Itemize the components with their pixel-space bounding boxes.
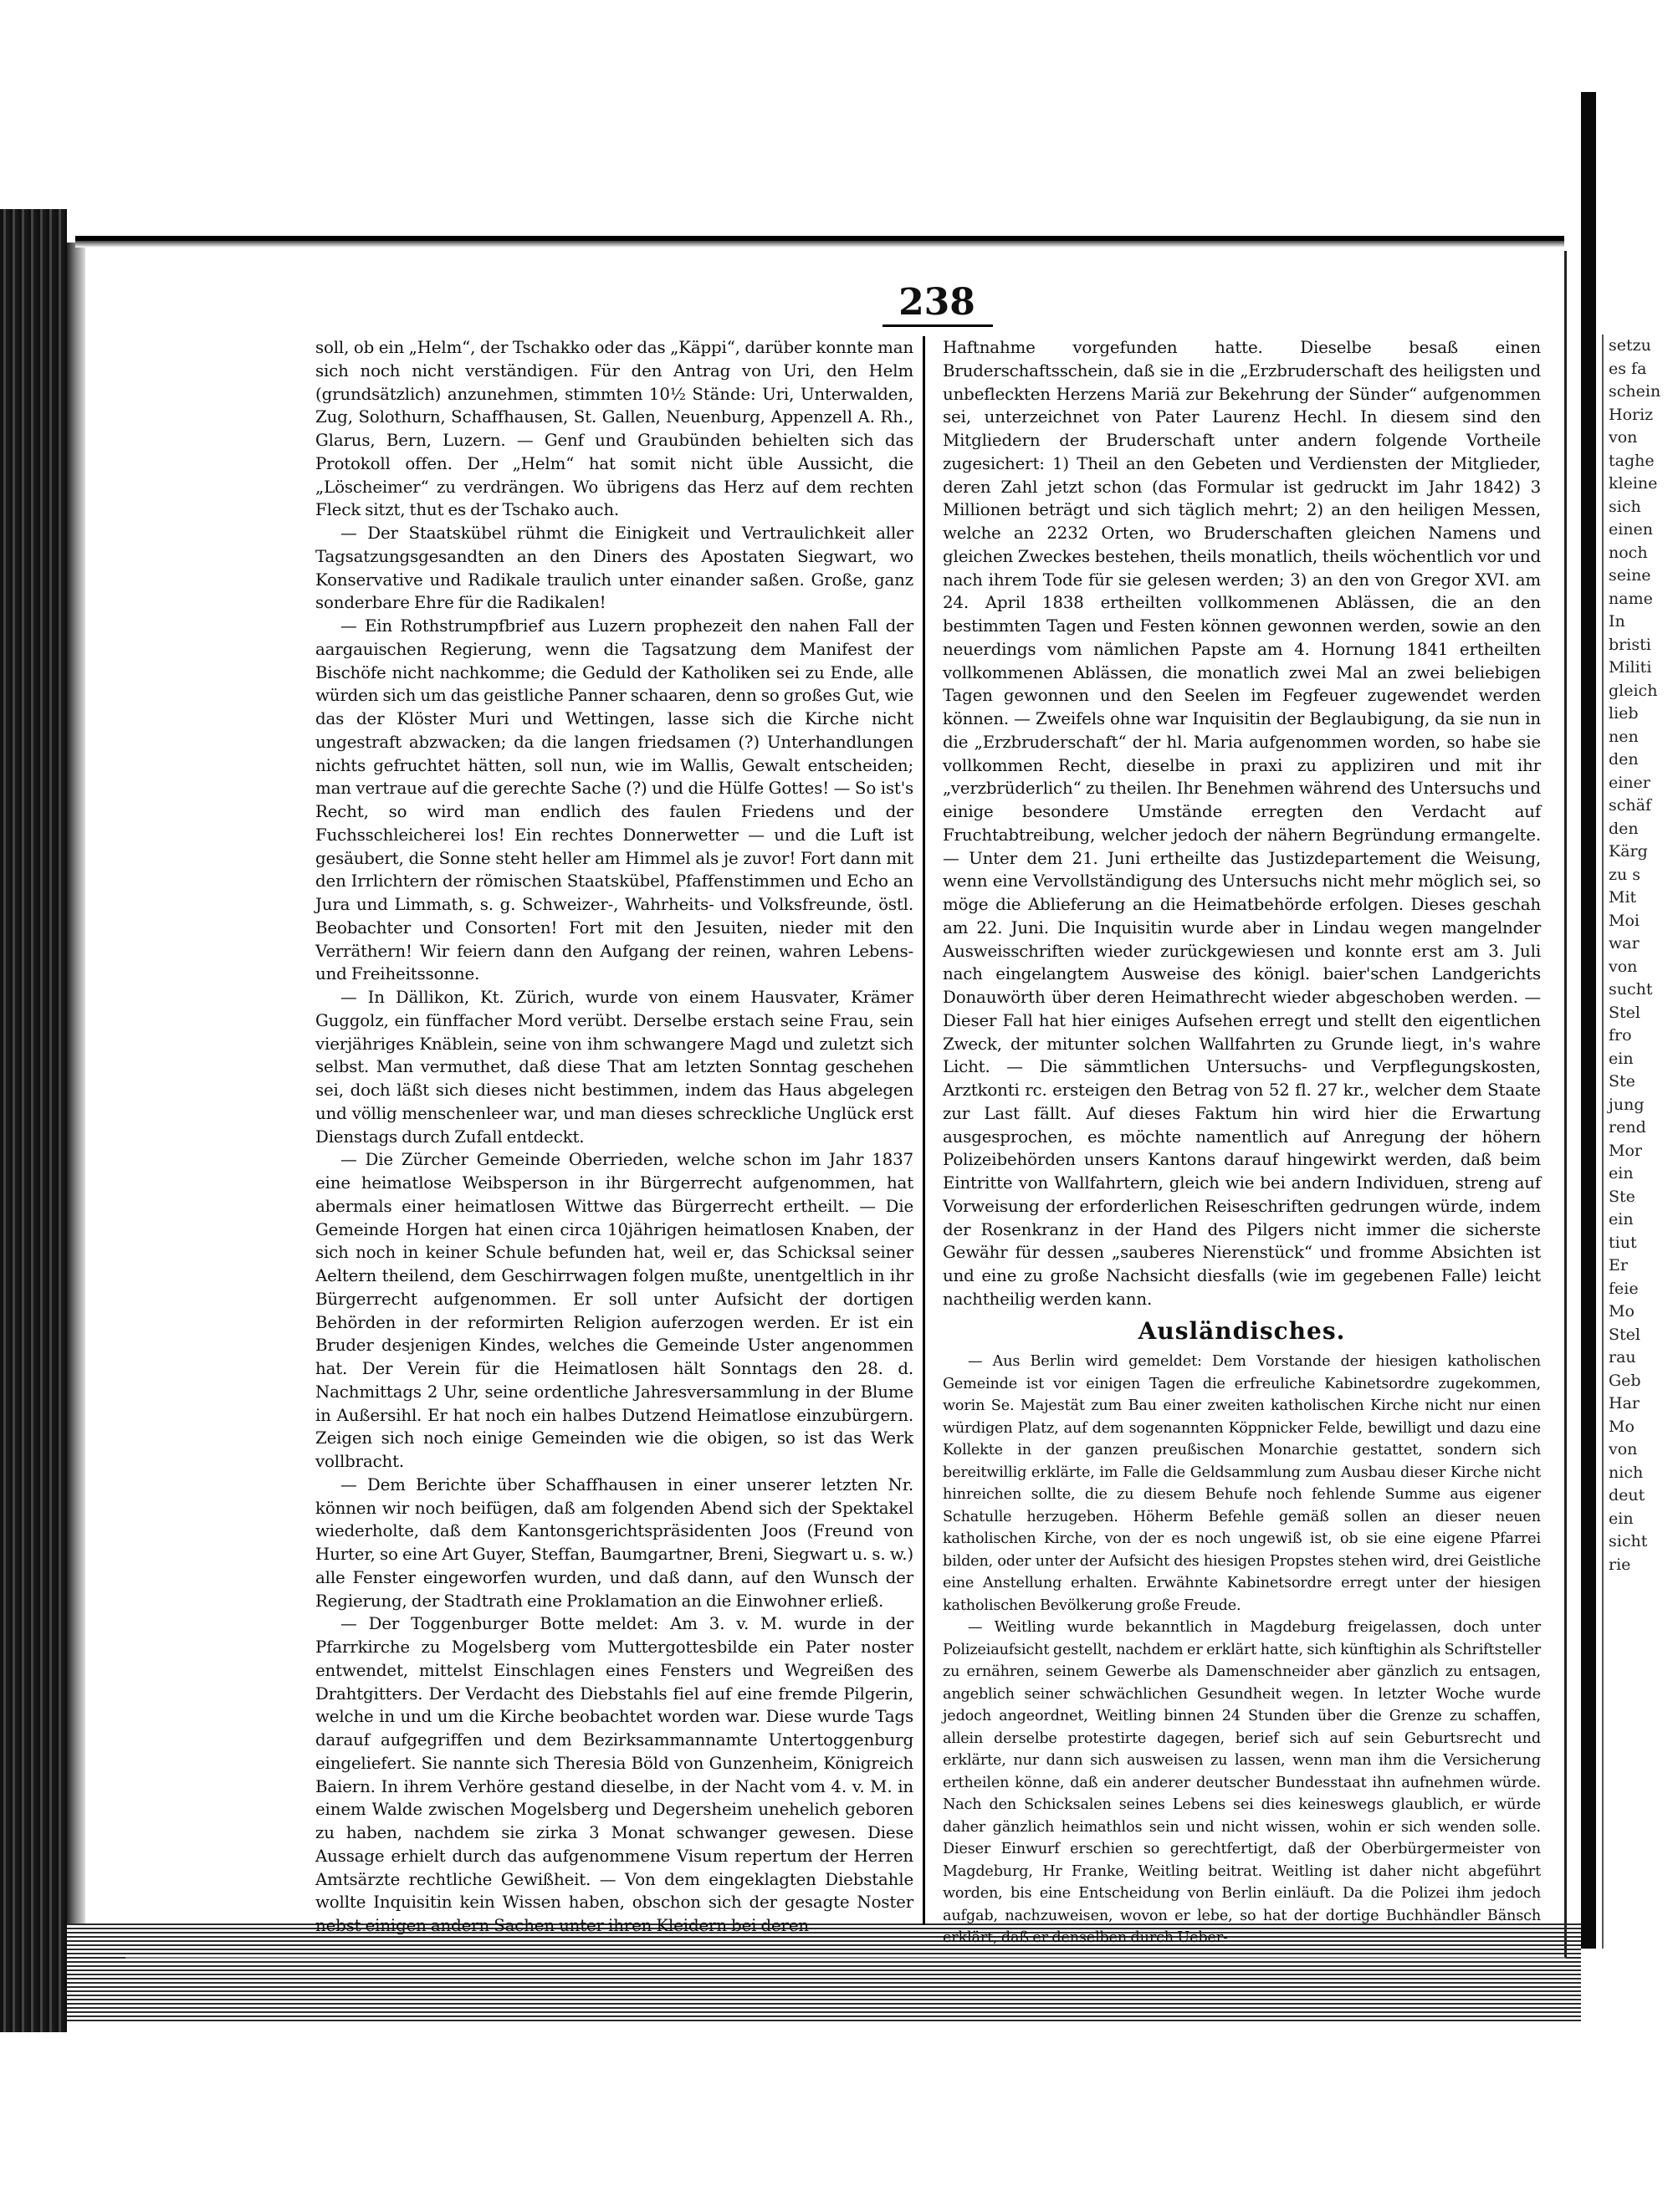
- adjacent-page-fragment: es fa: [1609, 359, 1647, 378]
- adjacent-page-fragment: Ste: [1609, 1072, 1635, 1091]
- adjacent-page-fragment: ein: [1609, 1049, 1634, 1068]
- adjacent-page-fragment: Ste: [1609, 1187, 1635, 1206]
- adjacent-page-fragment: In: [1609, 612, 1625, 631]
- foreign-news-paragraph: — Weitling wurde bekanntlich in Magdeburg freigelassen, doch unter Polizeiaufsicht gestellt, nachdem er erklärt hatte, sich künftighin als Schriftsteller zu ernähren, seinem Gewerbe als Damenschneider aber gänzlich zu entsagen, angeblich seiner schwächlichen Gesundheit wegen. In letzter Woche wurde jedoch angeordnet, Weitling binnen 24 Stunden über die Grenze zu schaffen, allein derselbe protestirte dagegen, berief sich auf sein Geburtsrecht und erklärte, nur dann sich ausweisen zu lassen, wenn man ihm die Versicherung ertheilen könne, daß ein anderer deutscher Bundesstaat ihn aufnehmen würde. Nach den Schicksalen seines Lebens sei dies keineswegs glaublich, er würde daher gänzlich heimathlos sein und nicht wissen, wohin er sich wenden solle. Dieser Einwurf erschien so gerechtfertigt, daß der Oberbürgermeister von Magdeburg, Hr Franke, Weitling beitrat. Weitling ist daher nicht abgeführt worden, bis eine Entscheidung von Berlin einläuft. Da die Polizei ihm jedoch aufgab, nachzuweisen, wovon er lebe, so hat der dortige Buchhändler Bänsch erklärt, daß er denselben durch Ueber-: [943, 1619, 1541, 1947]
- adjacent-page: [1602, 335, 1673, 1949]
- adjacent-page-fragment: ein: [1609, 1210, 1634, 1229]
- adjacent-page-fragment: einer: [1609, 773, 1650, 792]
- left-column: [315, 336, 913, 1950]
- adjacent-page-fragment: lieb: [1609, 704, 1639, 723]
- adjacent-page-fragment: feie: [1609, 1279, 1639, 1298]
- page-curl-shadow: [67, 243, 85, 1923]
- article-paragraph: — Der Staatskübel rühmt die Einigkeit und Vertraulichkeit aller Tagsatzungsgesandten an den Diners des Apostaten Siegwart, wo Konservative und Radikale traulich unter einander saßen. Große, ganz sonderbare Ehre für die Radikalen!: [315, 524, 913, 613]
- book-left-edge: [0, 209, 67, 2032]
- adjacent-page-fragment: jung: [1609, 1095, 1645, 1114]
- page-top-edge: [75, 232, 1564, 248]
- adjacent-page-fragment: schäf: [1609, 796, 1651, 815]
- adjacent-page-fragment: fro: [1609, 1026, 1632, 1045]
- article-paragraph: — Die Zürcher Gemeinde Oberrieden, welche schon im Jahr 1837 eine heimatlose Weibsperson in ihr Bürgerrecht aufgenommen, hat abermals einer heimatlosen Wittwe das Bürgerrecht ertheilt. — Die Gemeinde Horgen hat einen circa 10jährigen heimatlosen Knaben, der sich noch in keiner Schule befunden hat, weil er, das Schicksal seiner Aeltern theilend, dem Geschirrwagen folgen mußte, unentgeltlich in ihr Bürgerrecht aufgenommen. Er soll unter Aufsicht der dortigen Behörden in der reformirten Religion auferzogen werden. Er ist ein Bruder desjenigen Kindes, welches die Gemeinde Uster angenommen hat. Der Verein für die Heimatlosen hält Sonntags den 28. d. Nachmittags 2 Uhr, seine ordentliche Jahresversammlung in der Blume in Außersihl. Er hat noch ein halbes Dutzend Heimatlose einzubürgern. Zeigen sich noch einige Gemeinden wie die obigen, so ist das Werk vollbracht.: [315, 1150, 913, 1471]
- adjacent-page-fragment: Mo: [1609, 1302, 1635, 1321]
- article-paragraph: — In Dällikon, Kt. Zürich, wurde von einem Hausvater, Krämer Guggolz, ein fünffacher Mord verübt. Derselbe erstach seine Frau, sein vierjähriges Knäblein, seine von ihm schwangere Magd und zuletzt sich selbst. Man vermuthet, daß diese That am letzten Sonntag geschehen sei, doch läßt sich dieses nicht bestimmen, indem das Haus abgelegen und völlig menschenleer war, und man dieses schreckliche Unglück erst Dienstags durch Zufall entdeckt.: [315, 988, 913, 1147]
- adjacent-page-fragment: Mit: [1609, 888, 1637, 907]
- adjacent-page-fragment: rau: [1609, 1348, 1636, 1367]
- adjacent-page-fragment: Kärg: [1609, 842, 1648, 861]
- adjacent-page-fragment: sucht: [1609, 980, 1653, 999]
- adjacent-page-fragment: Moi: [1609, 911, 1640, 930]
- article-paragraph: — Dem Berichte über Schaffhausen in einer unserer letzten Nr. können wir noch beifügen, daß am folgenden Abend sich der Spektakel wiederholte, daß dem Kantonsgerichtspräsidenten Joos (Freund von Hurter, so eine Art Guyer, Steffan, Baumgartner, Breni, Siegwart u. s. w.) alle Fenster eingeworfen wurden, und daß dann, auf den Wunsch der Regierung, der Stadtrath eine Proklamation an die Einwohner erließ.: [315, 1474, 913, 1611]
- adjacent-page-fragment: bristi: [1609, 635, 1651, 654]
- adjacent-page-fragment: Stel: [1609, 1325, 1640, 1344]
- adjacent-page-fragment: schein: [1609, 382, 1661, 401]
- adjacent-page-fragment: deut: [1609, 1486, 1645, 1504]
- adjacent-page-fragment: Geb: [1609, 1371, 1641, 1390]
- column-divider: [923, 336, 925, 1925]
- adjacent-page-fragment: von: [1609, 428, 1638, 447]
- adjacent-page-fragment: Militi: [1609, 658, 1652, 677]
- adjacent-page-fragment: sicht: [1609, 1532, 1648, 1550]
- adjacent-page-fragment: Horiz: [1609, 405, 1654, 424]
- page-number-underline: [883, 324, 993, 327]
- adjacent-page-fragment: zu s: [1609, 865, 1641, 884]
- adjacent-page-fragment: einen: [1609, 520, 1654, 539]
- section-heading: Ausländisches.: [1138, 1316, 1346, 1345]
- adjacent-page-fragment: von: [1609, 957, 1638, 976]
- adjacent-page-fragment: Stel: [1609, 1003, 1640, 1022]
- adjacent-page-fragment: Mor: [1609, 1141, 1642, 1160]
- adjacent-page-fragment: nich: [1609, 1463, 1644, 1482]
- adjacent-page-fragment: sich: [1609, 497, 1641, 516]
- adjacent-page-fragment: Mo: [1609, 1417, 1635, 1436]
- book-gutter: [1581, 92, 1596, 1949]
- adjacent-page-fragment: den: [1609, 750, 1639, 769]
- adjacent-page-fragment: rie: [1609, 1555, 1631, 1574]
- adjacent-page-fragment: tiut: [1609, 1233, 1637, 1252]
- adjacent-page-fragment: seine: [1609, 566, 1651, 585]
- adjacent-page-fragment: setzu: [1609, 336, 1651, 355]
- adjacent-page-fragment: Er: [1609, 1256, 1628, 1275]
- adjacent-page-fragment: ein: [1609, 1164, 1634, 1183]
- adjacent-page-fragment: ein: [1609, 1509, 1634, 1528]
- adjacent-page-fragment: war: [1609, 934, 1640, 953]
- adjacent-page-fragment: kleine: [1609, 474, 1658, 493]
- adjacent-page-fragment: noch: [1609, 543, 1648, 562]
- right-column: [943, 336, 1541, 1950]
- adjacent-page-fragment: Har: [1609, 1394, 1640, 1413]
- article-paragraph: Haftnahme vorgefunden hatte. Dieselbe besaß einen Bruderschaftsschein, daß sie in die „Erzbruderschaft des heiligsten und unbefleckten Herzens Mariä zur Bekehrung der Sünder“ aufgenommen sei, unterzeichnet von Pater Laurenz Hechl. In diesem sind den Mitgliedern der Bruderschaft unter andern folgende Vortheile zugesichert: 1) Theil an den Gebeten und Verdiensten der Mitglieder, deren Zahl jetzt schon (das Formular ist gedruckt im Jahr 1842) 3 Millionen beträgt und sich täglich mehrt; 2) an den heiligen Messen, welche an 2232 Orten, wo Bruderschaften gleichen Namens und gleichen Zweckes bestehen, theils monatlich, theils wöchentlich vor und nach ihrem Tode für sie gelesen werden; 3) an den von Gregor XVI. am 24. April 1838 ertheilten vollkommenen Ablässen, die an den bestimmten Tagen und Festen können gewonnen werden, sowie an den neuerdings vom nämlichen Papste am 4. Hornung 1841 ertheilten vollkommenen Ablässen, die monatlich zwei Mal an zwei beliebigen Tagen gewonnen und den Seelen im Fegfeuer zugewendet werden können. — Zweifels ohne war Inquisitin der Beglaubigung, da sie nun in die „Erzbruderschaft“ der hl. Maria aufgenommen worden, so habe sie vollkommen Recht, dieselbe in praxi zu appliziren und mit ihr „verzbrüderlich“ zu theilen. Ihr Benehmen während des Untersuchs und einige besondere Umstände erregten den Verdacht auf Fruchtabtreibung, welcher jedoch der nähern Begründung ermangelte. — Unter dem 21. Juni ertheilte das Justizdepartement die Weisung, wenn eine Vervollständigung des Untersuchs nicht mehr möglich sei, so möge die Ablieferung an die Heimatbehörde erfolgen. Dieses geschah am 22. Juni. Die Inquisitin wurde aber in Lindau wegen mangelnder Ausweisschriften wieder zurückgewiesen und konnte erst am 3. Juli nach eingelangtem Ausweise des königl. baier'schen Landgerichts Donauwörth über deren Heimathrecht wieder abgeschoben werden. — Dieser Fall hat hier einiges Aufsehen erregt und stellt den eigentlichen Zweck, der mitunter solchen Wallfahrten zu Grunde liegt, in's wahre Licht. — Die sämmtlichen Untersuchs- und Verpflegungskosten, Arztkonti rc. ersteigen den Betrag von 52 fl. 27 kr., welcher dem Staate zur Last fällt. Auf dieses Faktum hin wird hier die Erwartung ausgesprochen, es möchte namentlich auf Anregung der höhern Polizeibehörden unsers Kantons darauf hingewirkt werden, daß beim Eintritte von Wallfahrtern, gleich wie bei andern Individuen, streng auf Vorweisung der erforderlichen Reiseschriften gedrungen würde, indem der Rosenkranz in der Hand des Pilgers nicht immer die sicherste Gewähr für dessen „sauberes Nierenstück“ und fromme Absichten ist und eine zu große Nachsicht diesfalls (wie im gegebenen Falle) leicht nachtheilig werden kann.: [943, 338, 1541, 1309]
- adjacent-page-fragment: von: [1609, 1440, 1638, 1458]
- adjacent-page-fragment: den: [1609, 819, 1639, 838]
- adjacent-page-fragment: nen: [1609, 727, 1639, 746]
- adjacent-page-fragment: name: [1609, 589, 1653, 608]
- foreign-news-paragraph: — Aus Berlin wird gemeldet: Dem Vorstande der hiesigen katholischen Gemeinde ist vor einigen Tagen die erfreuliche Kabinetsordre zugekommen, worin Se. Majestät zum Bau einer zweiten katholischen Kirche nicht nur einen würdigen Platz, auf dem sogenannten Köppnicker Felde, bewilligt und dazu eine Kollekte in der ganzen preußischen Monarchie gestattet, sondern sich bereitwillig erklärte, im Falle die Geldsammlung zum Ausbau dieser Kirche nicht hinreichen sollte, die zu diesem Behufe noch fehlende Summe aus eigener Schatulle herzugeben. Höherm Befehle gemäß sollen an dieser neuen katholischen Kirche, von der es noch ungewiß ist, ob sie eine eigene Pfarrei bilden, oder unter der Aufsicht des hiesigen Propstes stehen wird, drei Geistliche eine Anstellung erhalten. Erwähnte Kabinetsordre erregt unter der hiesigen katholischen Bevölkerung große Freude.: [943, 1353, 1541, 1614]
- article-paragraph: soll, ob ein „Helm“, der Tschakko oder das „Käppi“, darüber konnte man sich noch nicht verständigen. Für den Antrag von Uri, den Helm (grundsätzlich) anzunehmen, stimmten 10½ Stände: Uri, Unterwalden, Zug, Solothurn, Schaffhausen, St. Gallen, Neuenburg, Appenzell A. Rh., Glarus, Bern, Luzern. — Genf und Graubünden behielten sich das Protokoll offen. Der „Helm“ hat somit nicht üble Aussicht, die „Löscheimer“ zu verdrängen. Wo übrigens das Herz auf dem rechten Fleck sitzt, thut es der Tschako auch.: [315, 338, 913, 520]
- article-paragraph: — Ein Rothstrumpfbrief aus Luzern prophezeit den nahen Fall der aargauischen Regierung, wenn die Tagsatzung dem Manifest der Bischöfe nicht nachkomme; die Geduld der Katholiken sei zu Ende, alle würden sich um das geistliche Panner schaaren, denn so großes Gut, wie das der Klöster Muri und Wettingen, lasse sich die Kirche nicht ungestraft abzwacken; da die langen friedsamen (?) Unterhandlungen nichts gefruchtet hätten, soll nun, wie im Wallis, Gewalt entscheiden; man vertraue auf die gerechte Sache (?) und die Hülfe Gottes! — So ist's Recht, so wird man endlich des faulen Friedens und der Fuchsschleicherei los! Ein rechtes Donnerwetter — und die Luft ist gesäubert, die Sonne steht heller am Himmel als je zuvor! Fort dann mit den Irrlichtern der römischen Staatskübel, Pfaffenstimmen und Echo an Jura und Limmath, s. g. Schweizer-, Wahrheits- und Volksfreunde, östl. Beobachter und Consorten! Fort mit den Jesuiten, nieder mit den Verräthern! Wir feiern dann den Aufgang der reinen, wahren Lebens- und Freiheitssonne.: [315, 616, 913, 984]
- adjacent-page-fragment: gleich: [1609, 681, 1658, 700]
- article-paragraph: — Der Toggenburger Botte meldet: Am 3. v. M. wurde in der Pfarrkirche zu Mogelsberg vom Muttergottesbilde ein Pater noster entwendet, mittelst Einschlagen eines Fensters und Wegreißen des Drahtgitters. Der Verdacht des Diebstahls fiel auf eine fremde Pilgerin, welche in und um die Kirche beobachtet worden war. Diese wurde Tags darauf aufgegriffen und dem Bezirksammannamte Untertoggenburg eingeliefert. Sie nannte sich Theresia Böld von Gunzenheim, Königreich Baiern. In ihrem Verhöre gestand dieselbe, in der Nacht vom 4. v. M. in einem Walde zwischen Mogelsberg und Degersheim unehelich geboren zu haben, nachdem sie zirka 3 Monat schwanger gewesen. Diese Aussage erhielt durch das aufgenommene Visum repertum der Herren Amtsärzte rechtliche Gewißheit. — Von dem eingeklagten Diebstahle wollte Inquisitin kein Wissen haben, obschon sich der gesagte Noster nebst einigen andern Sachen unter ihren Kleidern bei deren: [315, 1614, 913, 1935]
- adjacent-page-fragment: rend: [1609, 1118, 1646, 1137]
- page-number: 238: [898, 281, 975, 324]
- adjacent-page-fragment: taghe: [1609, 451, 1655, 470]
